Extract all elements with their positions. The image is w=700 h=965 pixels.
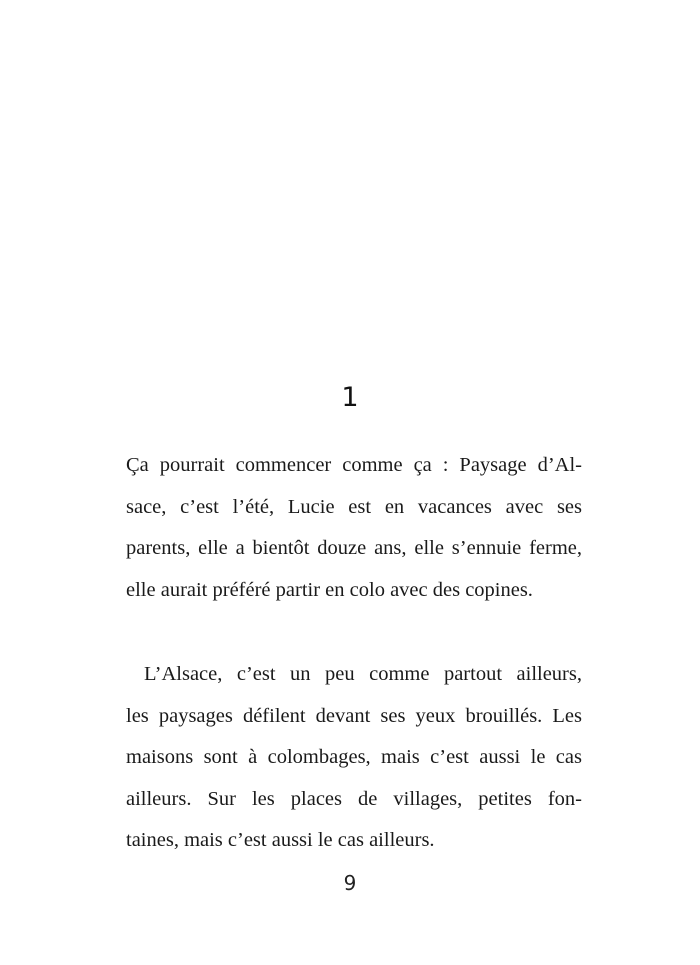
text-line: sace, c’est l’été, Lucie est en vacances avec ses	[126, 495, 582, 518]
page-number: 9	[343, 871, 357, 895]
text-line: taines, mais c’est aussi le cas ailleurs.	[126, 829, 435, 851]
text-line: parents, elle a bientôt douze ans, elle s’ennuie ferme,	[126, 537, 582, 559]
paragraph-1	[126, 445, 582, 611]
text-line: Ça pourrait commencer comme ça : Paysage d’Al-	[126, 454, 582, 476]
text-line: L’Alsace, c’est un peu comme partout ailleurs,	[144, 663, 582, 685]
chapter-number: 1	[341, 382, 359, 413]
text-line: elle aurait préféré partir en colo avec des copines.	[126, 578, 533, 601]
paragraph-2	[126, 654, 582, 862]
text-line: ailleurs. Sur les places de villages, petites fon-	[126, 787, 582, 810]
text-line: maisons sont à colombages, mais c’est aussi le cas	[126, 746, 582, 768]
text-line: les paysages défilent devant ses yeux brouillés. Les	[126, 704, 582, 727]
